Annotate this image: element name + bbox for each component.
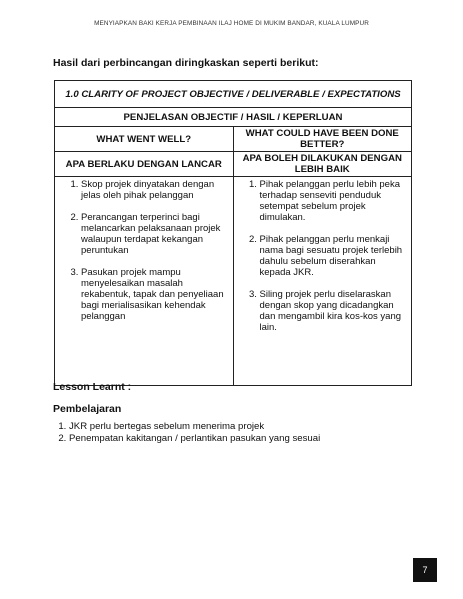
left-header-ms: APA BERLAKU DENGAN LANCAR	[55, 152, 234, 177]
list-item: 3. Pasukan projek mampu menyelesaikan masalah rekabentuk, tapak dan penyeliaan bagi merialisasikan kehendak pelanggan	[81, 267, 233, 322]
went-well-cell	[55, 177, 234, 386]
running-header: MENYIAPKAN BAKI KERJA PEMBINAAN ILAJ HOME DI MUKIM BANDAR, KUALA LUMPUR	[94, 20, 369, 27]
right-header-ms: APA BOLEH DILAKUKAN DENGAN LEBIH BAIK	[233, 152, 412, 177]
list-item: 1. JKR perlu bertegas sebelum menerima projek	[69, 421, 429, 433]
went-well-list	[55, 179, 233, 322]
right-header-en: WHAT COULD HAVE BEEN DONE BETTER?	[233, 127, 412, 152]
clarity-table	[54, 80, 412, 386]
left-header-en: WHAT WENT WELL?	[55, 127, 234, 152]
done-better-cell	[233, 177, 412, 386]
list-item: 2. Perancangan terperinci bagi melancarkan pelaksanaan projek walaupun terdapat kekangan peruntukan	[81, 212, 233, 256]
list-item: 3. Siling projek perlu diselaraskan dengan skop yang dicadangkan dan mengambil kira kos-kos yang lain.	[260, 289, 412, 333]
list-item: 1. Pihak pelanggan perlu lebih peka terhadap senseviti penduduk setempat sebelum projek dimulakan.	[260, 179, 412, 223]
table-subtitle: PENJELASAN OBJECTIF / HASIL / KEPERLUAN	[55, 108, 412, 127]
pembelajaran-heading: Pembelajaran	[53, 403, 122, 415]
intro-text: Hasil dari perbincangan diringkaskan seperti berikut:	[53, 57, 319, 69]
page-number: 7	[413, 558, 437, 582]
list-item: 1. Skop projek dinyatakan dengan jelas oleh pihak pelanggan	[81, 179, 233, 201]
lesson-learnt-heading: Lesson Learnt :	[53, 381, 132, 393]
list-item: 2. Pihak pelanggan perlu menkaji nama bagi sesuatu projek terlebih dahulu sebelum diserahkan kepada JKR.	[260, 234, 412, 278]
lessons-list	[53, 421, 429, 445]
done-better-list	[234, 179, 412, 333]
list-item: 2. Penempatan kakitangan / perlantikan pasukan yang sesuai	[69, 433, 429, 445]
table-title: 1.0 CLARITY OF PROJECT OBJECTIVE / DELIVERABLE / EXPECTATIONS	[55, 81, 412, 108]
